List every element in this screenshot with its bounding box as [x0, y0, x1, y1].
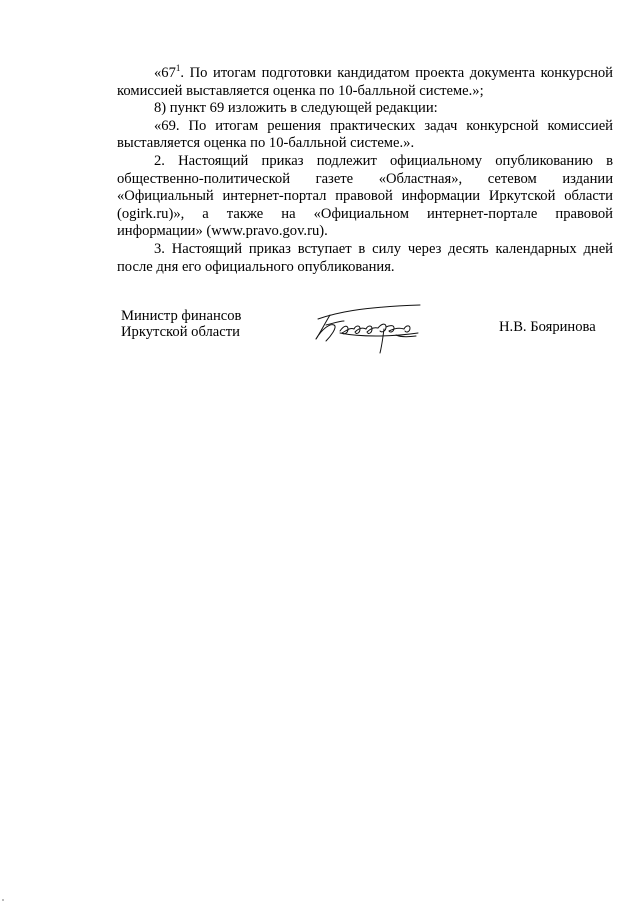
signatory-position [121, 308, 241, 340]
paragraph-67-1-superscript: 1 [175, 63, 181, 74]
paragraph-67-1-number: «67 [154, 65, 176, 81]
scan-artifact-dot [2, 899, 4, 901]
paragraph-publication: 2. Настоящий приказ подлежит официальному опубликованию в общественно-политической газете «Областная», сетевом издании «Официальный интернет-портал правовой информации Иркутской области (ogirk.ru)», а также на «Официальном интернет-портале правовой информации» (www.pravo.gov.ru). [117, 152, 613, 240]
paragraph-item-8: 8) пункт 69 изложить в следующей редакции: [154, 100, 438, 117]
paragraph-effective-date: 3. Настоящий приказ вступает в силу через десять календарных дней после дня его официального опубликования. [117, 240, 613, 275]
signatory-position-line1: Министр финансов [121, 308, 242, 324]
paragraph-69: «69. По итогам решения практических задач конкурсной комиссией выставляется оценка по 10-балльной системе.». [117, 117, 613, 152]
signatory-position-line2: Иркутской области [121, 324, 240, 340]
paragraph-67-1-text: . По итогам подготовки кандидатом проекта документа конкурсной комиссией выставляется оценка по 10-балльной системе.»; [117, 65, 613, 99]
handwritten-signature [300, 295, 430, 355]
signatory-name: Н.В. Бояринова [499, 319, 596, 335]
